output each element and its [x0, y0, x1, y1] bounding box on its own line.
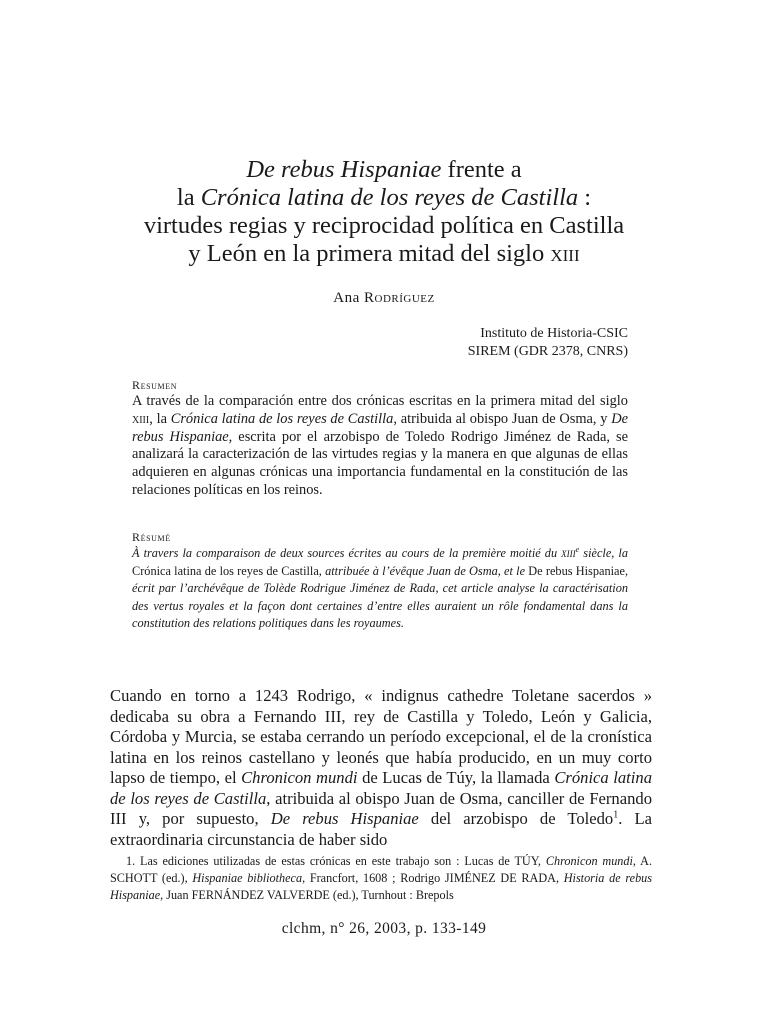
affiliation-line-2: SIREM (GDR 2378, CNRS): [467, 344, 628, 359]
affiliation-line-1: Instituto de Historia-CSIC: [480, 326, 628, 341]
abstract-french: [132, 529, 628, 633]
abstract-text: À travers la comparaison de deux sources écrites au cours de la première moitié du xiii$^e$ siècle, la Crónica latina de los reyes de Castilla, attribuée à l’évêque Juan de Osma, et le De rebus Hispaniae, écrit par l’archévêque de Tolède Rodrigue Jiménez de Rada, cet article analyse la caractérisation des vertus royales et la façon dont certaines d’entre elles auraient un rôle fondamental dans la constitution des relations politiques dans les royaumes.: [132, 544, 629, 630]
footnote-reference[interactable]: 1: [613, 809, 619, 821]
abstract-heading: Résumé: [132, 530, 171, 544]
title-line-3: virtudes regias y reciprocidad política en Castilla: [143, 212, 625, 239]
footnote: 1. Las ediciones utilizadas de estas crónicas en este trabajo son : Lucas de TÚY, Chronicon mundi, A. SCHOTT (ed.), Hispaniae bibliotheca, Francfort, 1608 ; Rodrigo JIMÉNEZ DE RADA, Historia de rebus Hispaniae, Juan FERNÁNDEZ VALVERDE (ed.), Turnhout : Brepols: [110, 854, 652, 903]
body-paragraph: Cuando en torno a 1243 Rodrigo, « indignus cathedre Toletane sacerdos » dedicaba su obra a Fernando III, rey de Castilla y Toledo, León y Galicia, Córdoba y Murcia, se estaba cerrando un período excepcional, el de la cronística latina en los reinos castellano y leonés que había producido, en un muy corto lapso de tiempo, el Chronicon mundi de Lucas de Túy, la llamada Crónica latina de los reyes de Castilla, atribuida al obispo Juan de Osma, canciller de Fernando III y, por supuesto, De rebus Hispaniae del arzobispo de Toledo$^1$. La extraordinaria circunstancia de haber sido: [110, 686, 652, 849]
author-name: Ana Rodríguez: [333, 290, 435, 306]
article-title: [0, 156, 768, 268]
century-numeral: xiii: [550, 240, 580, 267]
abstract-text: A través de la comparación entre dos crónicas escritas en la primera mitad del siglo xiii, la Crónica latina de los reyes de Castilla, atribuida al obispo Juan de Osma, y De rebus Hispaniae, escrita por el arzobispo de Toledo Rodrigo Jiménez de Rada, se analizará la caracterización de las virtudes regias y la manera en que algunas de ellas adquieren en algunas crónicas una importancia fundamental en la constitución de las relaciones políticas en los reinos.: [132, 393, 628, 498]
title-line-2: la Crónica latina de los reyes de Castilla :: [176, 184, 592, 211]
title-work-1: De rebus Hispaniae: [246, 156, 442, 183]
footnote-number: 1.: [126, 854, 136, 868]
author-affiliation: [468, 325, 628, 361]
abstract-heading: Resumen: [132, 378, 178, 392]
journal-running-footer: clchm, n° 26, 2003, p. 133-149: [281, 920, 487, 937]
title-work-2: Crónica latina de los reyes de Castilla: [200, 184, 579, 211]
title-line-1: De rebus Hispaniae frente a: [246, 156, 522, 183]
abstract-spanish: [132, 377, 628, 500]
title-line-4: y León en la primera mitad del siglo xiii: [188, 240, 580, 267]
